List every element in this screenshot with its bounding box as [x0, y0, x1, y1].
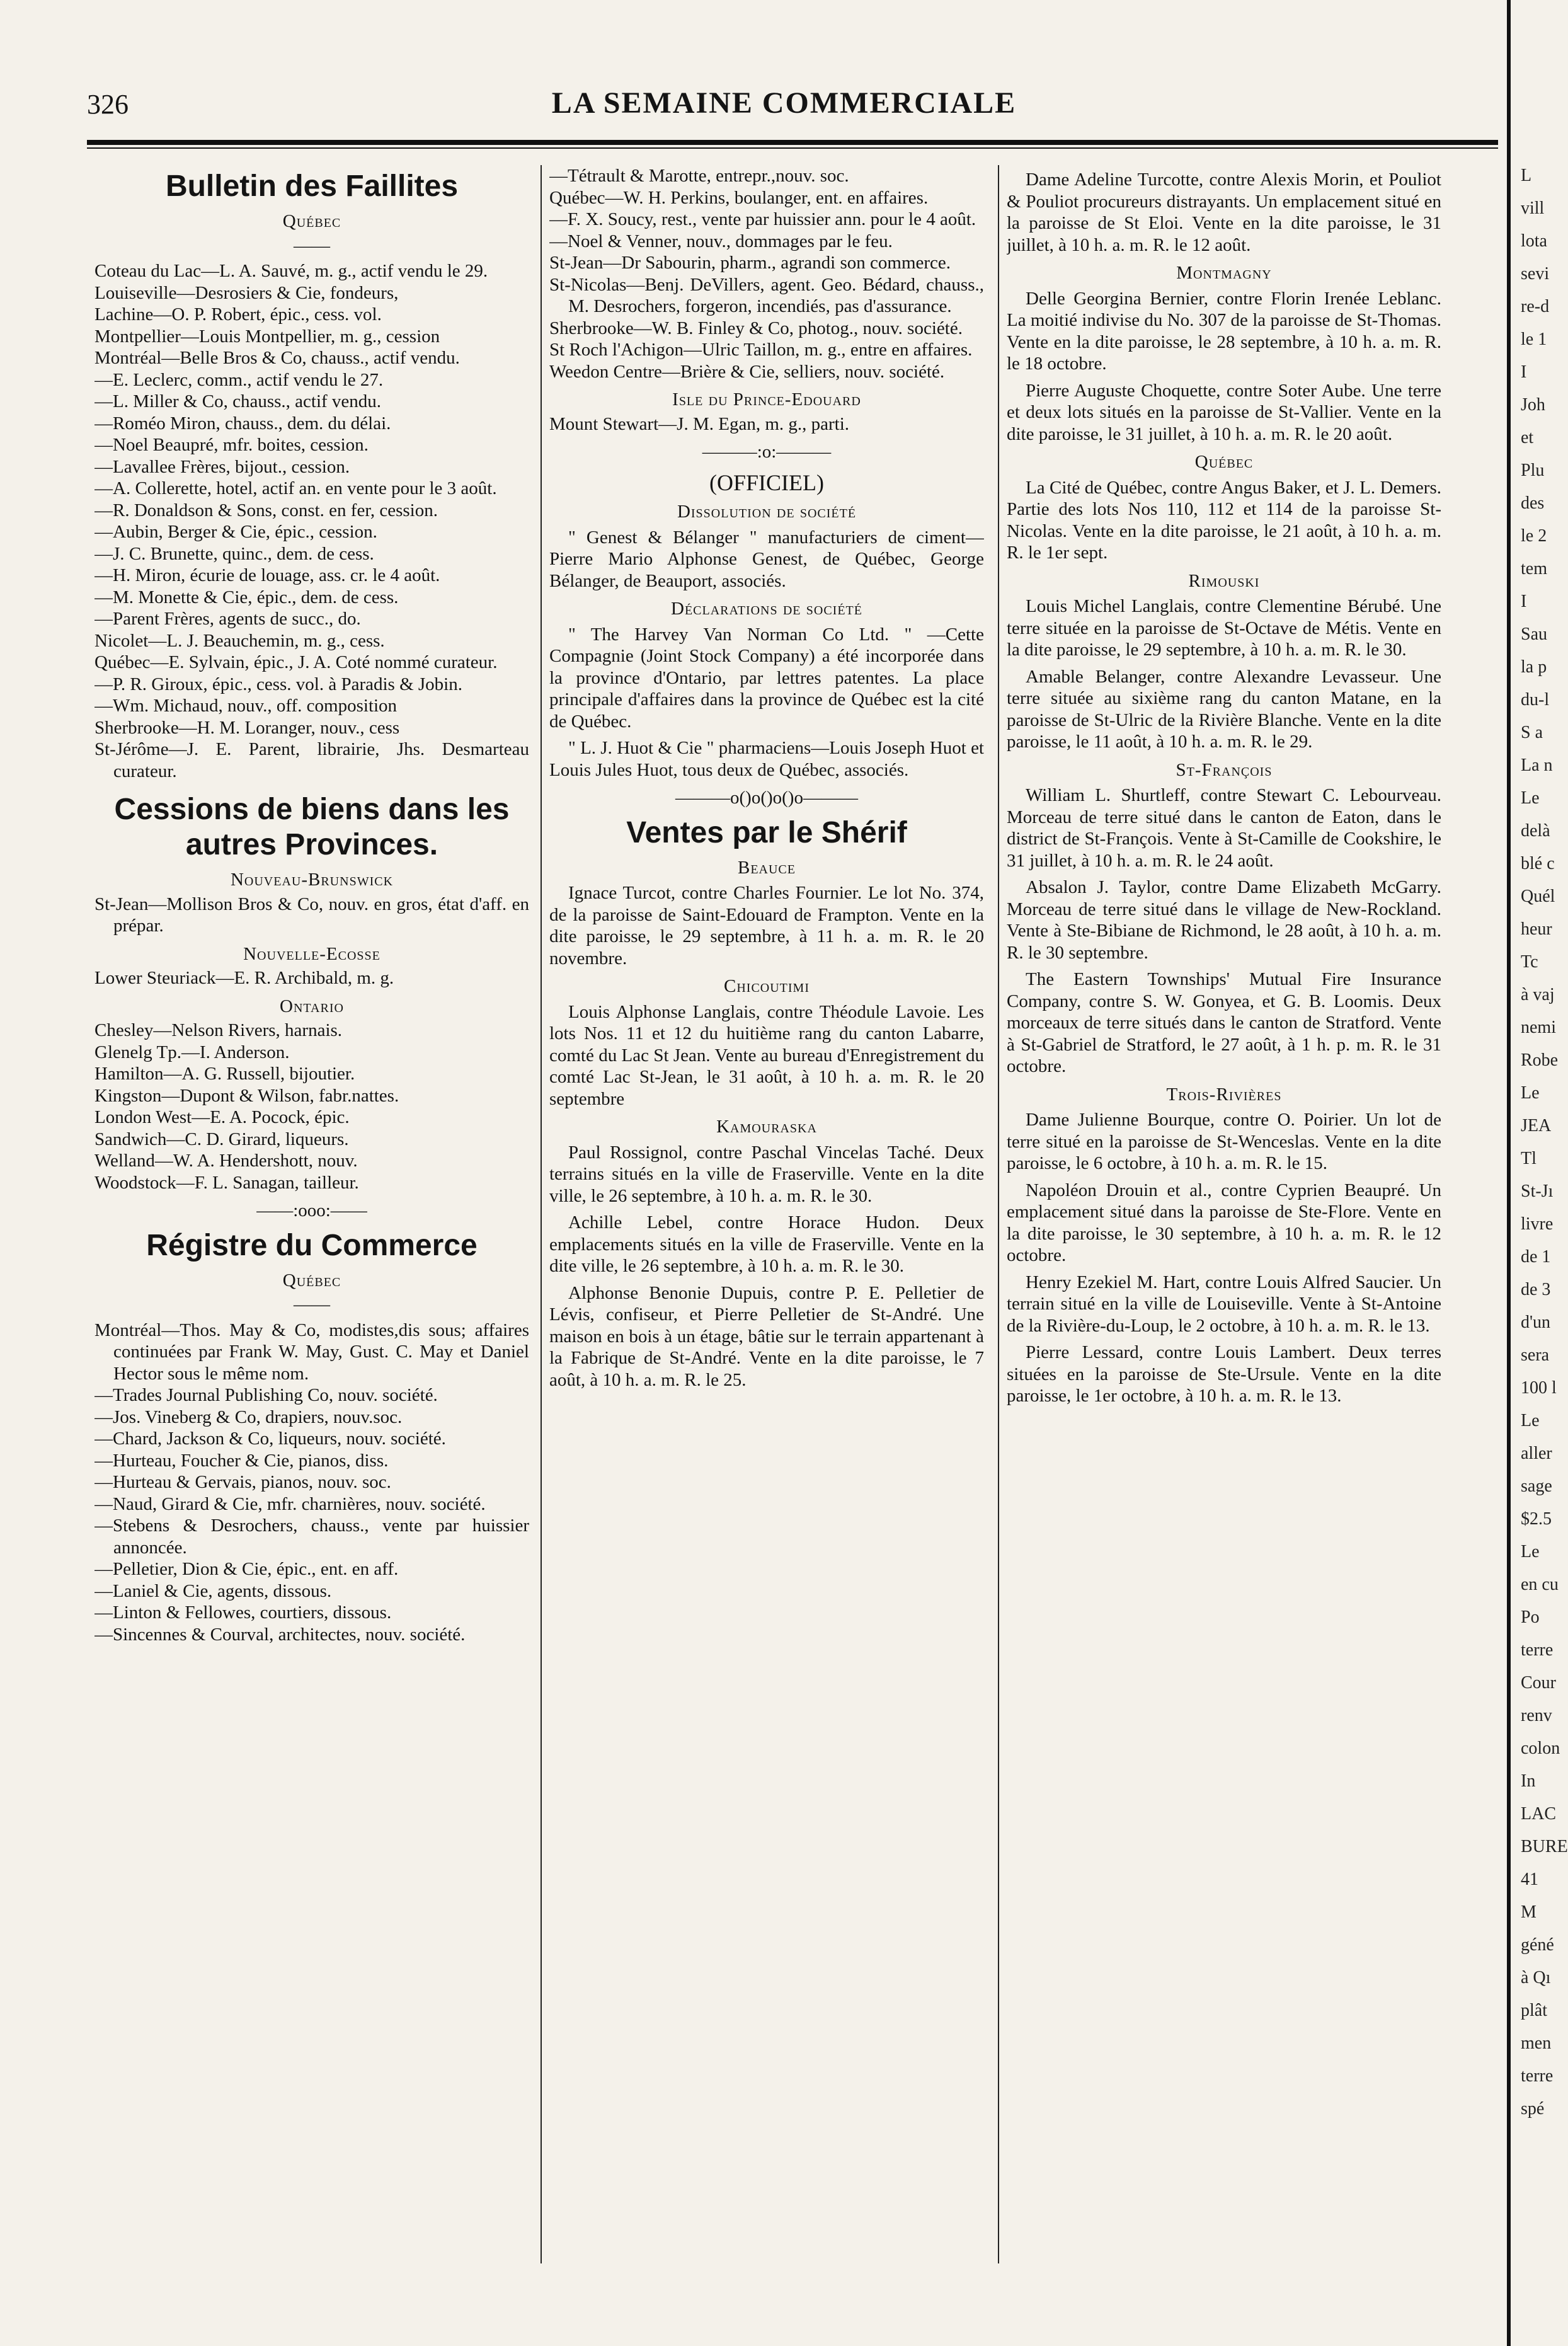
separator: ——:ooo:—— — [256, 1200, 367, 1221]
edge-fragment: $2.5 — [1521, 1509, 1552, 1529]
registre-entry: St-Jean—Dr Sabourin, pharm., agrandi son commerce. — [549, 253, 951, 273]
faillite-entry: Montpellier—Louis Montpellier, m. g., cession — [94, 326, 440, 347]
edge-fragment: St-Jı — [1521, 1182, 1554, 1201]
cession-entry: Chesley—Nelson Rivers, harnais. — [94, 1020, 343, 1040]
edge-fragment: sera — [1521, 1345, 1550, 1365]
faillites-title: Bulletin des Faillites — [165, 170, 459, 203]
sheriff-sale: Achille Lebel, contre Horace Hudon. Deux emplacements situés en la ville de Fraserville. Vente en la dite ville, le 26 septembre, à 10 h. a. m. R. le 30. — [549, 1212, 984, 1276]
adjacent-page-edge — [1507, 0, 1568, 2346]
ipe-list — [549, 413, 984, 435]
registre-entry: —Stebens & Desrochers, chauss., vente par huissier annoncée. — [94, 1515, 529, 1558]
registre-entry: —Hurteau & Gervais, pianos, nouv. soc. — [94, 1472, 391, 1492]
faillite-entry: —Lavallee Frères, bijout., cession. — [94, 456, 350, 477]
registre-entry: —Jos. Vineberg & Co, drapiers, nouv.soc. — [94, 1406, 403, 1427]
cession-entry: St-Jean—Mollison Bros & Co, nouv. en gros, état d'aff. en prépar. — [94, 894, 529, 936]
sheriff-sale: The Eastern Townships' Mutual Fire Insurance Company, contre S. W. Gonyea, et G. B. Loomis. Deux morceaux de terre situés dans le canton de Stratford. Vente à St-Gabriel de Stratford, le 27 août, à 1 h. p. m. R. le 31 octobre. — [1007, 969, 1441, 1076]
registre-entry: Weedon Centre—Brière & Cie, selliers, nouv. société. — [549, 361, 945, 382]
ventes-title: Ventes par le Shérif — [626, 815, 907, 849]
section-head-rimouski: Rimouski — [1188, 570, 1260, 591]
edge-fragment: tem — [1521, 559, 1547, 578]
dissolution-heading: Dissolution de société — [677, 502, 857, 522]
edge-fragment: Le — [1521, 788, 1540, 808]
edge-fragment: terre — [1521, 1640, 1554, 1660]
edge-fragment: à vaj — [1521, 985, 1555, 1004]
section-head-ne: Nouvelle-Ecosse — [243, 943, 381, 964]
edge-fragment: le 2 — [1521, 526, 1547, 546]
faillite-entry: —Wm. Michaud, nouv., off. composition — [94, 696, 398, 716]
registre-list — [94, 1320, 529, 1646]
faillites-list — [94, 260, 529, 782]
short-rule: —— — [294, 1294, 330, 1314]
faillite-entry: —R. Donaldson & Sons, const. en fer, cession. — [94, 500, 438, 520]
cession-entry: Lower Steuriack—E. R. Archibald, m. g. — [94, 968, 394, 988]
edge-fragment: plât — [1521, 2001, 1547, 2020]
registre-entry: Québec—W. H. Perkins, boulanger, ent. en affaires. — [549, 187, 929, 208]
edge-fragment: Robe — [1521, 1050, 1559, 1070]
edge-fragment: S a — [1521, 723, 1543, 742]
edge-fragment: sage — [1521, 1476, 1552, 1496]
registre-entry: —Pelletier, Dion & Cie, épic., ent. en aff. — [94, 1559, 399, 1579]
edge-fragment: Tc — [1521, 952, 1538, 972]
section-head-ipe: Isle du Prince-Edouard — [672, 389, 861, 410]
section-head-chicoutimi: Chicoutimi — [724, 976, 810, 996]
edge-fragment: géné — [1521, 1935, 1554, 1955]
edge-fragment: Po — [1521, 1607, 1540, 1627]
declaration-paragraph: " The Harvey Van Norman Co Ltd. " —Cette Compagnie (Joint Stock Company) a été incorporée dans la province d'Ontario, par lettres patentes. La place principale d'affaires dans la province de Québec est la cité de Québec. — [549, 624, 984, 732]
edge-fragment: du-l — [1521, 690, 1550, 710]
edge-fragment: Le — [1521, 1411, 1540, 1430]
edge-fragment: lota — [1521, 231, 1547, 251]
registre-entry: Montréal—Thos. May & Co, modistes,dis sous; affaires continuées par Frank W. May, Gust. C. May et Daniel Hector sous le même nom. — [94, 1320, 529, 1384]
faillite-entry: Lachine—O. P. Robert, épic., cess. vol. — [94, 304, 382, 325]
sheriff-sale: Delle Georgina Bernier, contre Florin Irenée Leblanc. La moitié indivise du No. 307 de la paroisse de St-Thomas. Vente en la dite paroisse, le 28 septembre, à 10 h. a. m. R. le 18 octobre. — [1007, 288, 1441, 374]
section-head-quebec: Québec — [1194, 452, 1254, 472]
ne-list — [94, 967, 529, 989]
on-list — [94, 1020, 529, 1193]
masthead-title: LA SEMAINE COMMERCIALE — [551, 86, 1017, 120]
officiel-heading: (OFFICIEL) — [709, 469, 824, 495]
registre-entry: —Linton & Fellowes, courtiers, dissous. — [94, 1602, 392, 1623]
nb-list — [94, 894, 529, 937]
edge-fragment: Cour — [1521, 1673, 1556, 1693]
column-3 — [1007, 165, 1441, 2308]
sheriff-sale: Napoléon Drouin et al., contre Cyprien Beaupré. Un emplacement situé dans la paroisse de Ste-Flore. Vente en la dite paroisse, le 30 septembre, à 10 h. a. m. R. le 12 octobre. — [1007, 1180, 1441, 1265]
registre-entry: —Hurteau, Foucher & Cie, pianos, diss. — [94, 1450, 389, 1471]
edge-fragment: blé c — [1521, 854, 1555, 873]
registre-entry: —Trades Journal Publishing Co, nouv. société. — [94, 1385, 438, 1405]
edge-fragment: I — [1521, 592, 1527, 611]
edge-fragment: nemi — [1521, 1018, 1556, 1037]
column-divider — [541, 165, 542, 2263]
faillite-entry: Québec—E. Sylvain, épic., J. A. Coté nommé curateur. — [94, 652, 498, 672]
edge-fragment: Joh — [1521, 395, 1545, 415]
registre-title: Régistre du Commerce — [146, 1228, 478, 1262]
edge-fragment: vill — [1521, 198, 1545, 218]
registre-entry: St-Nicolas—Benj. DeVillers, agent. Geo. Bédard, chauss., M. Desrochers, forgeron, incendiés, pas d'assurance. — [549, 274, 984, 316]
masthead-rule — [87, 140, 1498, 145]
cessions-title: Cessions de biens dans les autres Provinces. — [114, 793, 510, 861]
section-head-on: Ontario — [280, 996, 344, 1016]
edge-fragment: delà — [1521, 821, 1550, 841]
edge-fragment: L — [1521, 166, 1532, 185]
dissolution-text: " Genest & Bélanger " manufacturiers de ciment—Pierre Mario Alphonse Genest, de Québec, George Bélanger, de Beauport, associés. — [549, 527, 984, 591]
faillite-entry: Montréal—Belle Bros & Co, chauss., actif vendu. — [94, 348, 460, 368]
section-head-troisrivieres: Trois-Rivières — [1166, 1084, 1282, 1105]
sheriff-sale: Ignace Turcot, contre Charles Fournier. Le lot No. 374, de la paroisse de Saint-Edouard de Frampton. Vente en la dite paroisse, le 29 septembre, à 11 h. a. m. R. le 20 novembre. — [549, 883, 984, 969]
faillite-entry: —Roméo Miron, chauss., dem. du délai. — [94, 413, 391, 434]
registre-entry: —Sincennes & Courval, architectes, nouv. société. — [94, 1624, 466, 1645]
section-head-quebec: Québec — [282, 211, 341, 231]
section-head-kamouraska: Kamouraska — [716, 1117, 817, 1137]
edge-fragment: livre — [1521, 1214, 1554, 1234]
registre-entry: St Roch l'Achigon—Ulric Taillon, m. g., entre en affaires. — [549, 340, 973, 360]
registre-entry: —Tétrault & Marotte, entrepr.,nouv. soc. — [549, 166, 849, 186]
edge-fragment: d'un — [1521, 1313, 1551, 1332]
short-rule: —— — [294, 235, 330, 256]
edge-fragment: colon — [1521, 1739, 1560, 1758]
edge-fragment: Le — [1521, 1083, 1540, 1103]
section-head-montmagny: Montmagny — [1176, 263, 1272, 283]
cession-entry: Woodstock—F. L. Sanagan, tailleur. — [94, 1172, 359, 1193]
declarations-heading: Déclarations de société — [671, 599, 862, 619]
edge-fragment: 41 — [1521, 1870, 1538, 1889]
edge-fragment: sevi — [1521, 264, 1550, 284]
declaration-paragraph: " L. J. Huot & Cie " pharmaciens—Louis Joseph Huot et Louis Jules Huot, tous deux de Québec, associés. — [549, 738, 984, 780]
faillite-entry: —A. Collerette, hotel, actif an. en vente pour le 3 août. — [94, 478, 497, 498]
registre-entry: —Chard, Jackson & Co, liqueurs, nouv. société. — [94, 1429, 446, 1449]
faillite-entry: Sherbrooke—H. M. Loranger, nouv., cess — [94, 717, 400, 738]
column-2 — [549, 165, 984, 2308]
faillite-entry: —L. Miller & Co, chauss., actif vendu. — [94, 391, 382, 411]
separator: ———o()o()o()o——— — [675, 788, 858, 808]
edge-fragment: Le — [1521, 1542, 1540, 1561]
edge-fragment: In — [1521, 1771, 1536, 1791]
edge-fragment: de 1 — [1521, 1247, 1551, 1267]
cession-entry: Mount Stewart—J. M. Egan, m. g., parti. — [549, 413, 850, 434]
registre-entry: —F. X. Soucy, rest., vente par huissier ann. pour le 4 août. — [549, 209, 976, 229]
edge-fragment: Plu — [1521, 461, 1545, 480]
edge-fragment: 100 l — [1521, 1378, 1557, 1398]
faillite-entry: —Parent Frères, agents de succ., do. — [94, 609, 361, 629]
masthead-rule-thin — [87, 147, 1498, 149]
edge-fragment: Quél — [1521, 887, 1555, 906]
edge-fragment: M — [1521, 1902, 1537, 1922]
sheriff-sale: Amable Belanger, contre Alexandre Levasseur. Une terre située au sixième rang du canton Matane, en la paroisse de St-Ulric de la Rivière Blanche. Vente en la dite paroisse, le 11 août, à 10 h. a. m. R. le 29. — [1007, 666, 1441, 752]
faillite-entry: —P. R. Giroux, épic., cess. vol. à Paradis & Jobin. — [94, 674, 462, 694]
faillite-entry: —H. Miron, écurie de louage, ass. cr. le 4 août. — [94, 565, 440, 585]
separator: ———:o:——— — [702, 442, 832, 462]
edge-fragment: BURE — [1521, 1837, 1568, 1856]
cession-entry: Kingston—Dupont & Wilson, fabr.nattes. — [94, 1085, 399, 1106]
sheriff-sale: Pierre Auguste Choquette, contre Soter Aube. Une terre et deux lots situés en la paroisse de St-Vallier. Vente en la dite paroisse, le 31 juillet, à 10 h. a. m. R. le 20 août. — [1007, 380, 1441, 444]
sheriff-sale: Dame Adeline Turcotte, contre Alexis Morin, et Pouliot & Pouliot procureurs distrayants. Un emplacement situé en la paroisse de St Eloi. Vente en la dite paroisse, le 31 juillet, à 10 h. a. m. R. le 12 août. — [1007, 170, 1441, 255]
column-1 — [94, 165, 529, 2308]
edge-fragment: en cu — [1521, 1575, 1559, 1594]
faillite-entry: —M. Monette & Cie, épic., dem. de cess. — [94, 587, 399, 607]
edge-fragment: heur — [1521, 919, 1552, 939]
registre-cont-list — [549, 165, 984, 382]
sheriff-sale: Louis Alphonse Langlais, contre Théodule Lavoie. Les lots Nos. 11 et 12 du huitième rang du canton Labarre, comté du Lac St Jean. Vente au bureau d'Enregistrement du comté Lac St-Jean, le 31 août, à 10 h. a. m. R. le 20 septembre — [549, 1001, 984, 1109]
edge-fragment: terre — [1521, 2066, 1554, 2086]
sheriff-sale: William L. Shurtleff, contre Stewart C. Lebourveau. Morceau de terre situé dans le canton de Eaton, dans le district de St-François. Vente à St-Camille de Cookshire, le 31 juillet, à 10 h. a. m. R. le 24 août. — [1007, 785, 1441, 871]
sheriff-sale: Louis Michel Langlais, contre Clementine Bérubé. Une terre située en la paroisse de St-Octave de Métis. Vente en la dite paroisse, le 29 septembre, à 10 h. a. m. R. le 30. — [1007, 596, 1441, 660]
sheriff-sale: Alphonse Benonie Dupuis, contre P. E. Pelletier de Lévis, confiseur, et Pierre Pelletier de St-André. Une maison en bois à un étage, bâtie sur le terrain appartenant à la Fabrique de St-André. Vente en la dite paroisse, le 7 août, à 10 h. a. m. R. le 25. — [549, 1282, 984, 1390]
edge-fragment: de 3 — [1521, 1280, 1551, 1299]
edge-fragment: la p — [1521, 657, 1547, 677]
edge-fragment: Tl — [1521, 1149, 1537, 1168]
edge-fragment: re-d — [1521, 297, 1550, 316]
faillite-entry: —J. C. Brunette, quinc., dem. de cess. — [94, 543, 374, 564]
cession-entry: Glenelg Tp.—I. Anderson. — [94, 1042, 290, 1062]
sheriff-sale: Paul Rossignol, contre Paschal Vincelas Taché. Deux terrains situés en la ville de Fraserville. Vente en la dite ville, le 26 septembre, à 10 h. a. m. R. le 30. — [549, 1142, 984, 1206]
registre-entry: Sherbrooke—W. B. Finley & Co, photog., nouv. société. — [549, 318, 963, 338]
faillite-entry: —E. Leclerc, comm., actif vendu le 27. — [94, 369, 384, 390]
edge-fragment: La n — [1521, 756, 1553, 775]
edge-fragment: des — [1521, 493, 1545, 513]
edge-fragment: LAC — [1521, 1804, 1556, 1824]
cession-entry: Sandwich—C. D. Girard, liqueurs. — [94, 1129, 349, 1149]
cession-entry: Hamilton—A. G. Russell, bijoutier. — [94, 1064, 355, 1084]
edge-fragment: Sau — [1521, 624, 1547, 644]
registre-entry: —Naud, Girard & Cie, mfr. charnières, nouv. société. — [94, 1493, 486, 1514]
section-head-registre-quebec: Québec — [282, 1270, 341, 1291]
registre-entry: —Noel & Venner, nouv., dommages par le feu. — [549, 231, 893, 251]
registre-entry: —Laniel & Cie, agents, dissous. — [94, 1580, 332, 1601]
cession-entry: London West—E. A. Pocock, épic. — [94, 1107, 350, 1127]
column-divider — [998, 165, 999, 2263]
cession-entry: Welland—W. A. Hendershott, nouv. — [94, 1151, 358, 1171]
edge-fragment: I — [1521, 362, 1527, 382]
sheriff-sale: La Cité de Québec, contre Angus Baker, et J. L. Demers. Partie des lots Nos 110, 112 et 114 de la paroisse St-Nicolas. Vente en la dite paroisse, le 21 août, à 10 h. a. m. R. le 1er sept. — [1007, 477, 1441, 563]
edge-fragment: JEA — [1521, 1116, 1552, 1136]
sheriff-sale: Henry Ezekiel M. Hart, contre Louis Alfred Saucier. Un terrain situé en la ville de Louiseville. Vente à St-Antoine de la Rivière-du-Loup, le 2 octobre, à 10 h. a. m. R. le 13. — [1007, 1272, 1441, 1336]
edge-fragment: men — [1521, 2033, 1552, 2053]
faillite-entry: Louiseville—Desrosiers & Cie, fondeurs, — [94, 282, 399, 303]
sheriff-sale: Dame Julienne Bourque, contre O. Poirier. Un lot de terre situé en la paroisse de St-Wenceslas. Vente en la dite paroisse, le 6 octobre, à 10 h. a. m. R. le 15. — [1007, 1110, 1441, 1173]
faillite-entry: St-Jérôme—J. E. Parent, librairie, Jhs. Desmarteau curateur. — [94, 739, 529, 781]
faillite-entry: —Noel Beaupré, mfr. boites, cession. — [94, 435, 369, 455]
edge-fragment: le 1 — [1521, 330, 1547, 349]
faillite-entry: —Aubin, Berger & Cie, épic., cession. — [94, 522, 377, 542]
edge-fragment: aller — [1521, 1444, 1552, 1463]
faillite-entry: Coteau du Lac—L. A. Sauvé, m. g., actif vendu le 29. — [94, 261, 488, 281]
edge-fragment: et — [1521, 428, 1534, 447]
edge-fragment: spé — [1521, 2099, 1545, 2119]
sheriff-sale: Absalon J. Taylor, contre Dame Elizabeth McGarry. Morceau de terre situé dans le village de New-Rockland. Vente à Ste-Bibiane de Richmond, le 28 août, à 10 h. a. m. R. le 30 septembre. — [1007, 877, 1441, 963]
section-head-stfrancois: St-François — [1176, 759, 1273, 780]
edge-fragment: à Qı — [1521, 1968, 1551, 1987]
faillite-entry: Nicolet—L. J. Beauchemin, m. g., cess. — [94, 630, 385, 651]
edge-fragment: renv — [1521, 1706, 1552, 1725]
page-number: 326 — [87, 89, 129, 120]
sheriff-sale: Pierre Lessard, contre Louis Lambert. Deux terres situées en la paroisse de Ste-Ursule. Vente en la dite paroisse, le 1er octobre, à 10 h. a. m. R. le 13. — [1007, 1342, 1441, 1406]
section-head-beauce: Beauce — [737, 857, 796, 878]
section-head-nb: Nouveau-Brunswick — [230, 870, 394, 890]
